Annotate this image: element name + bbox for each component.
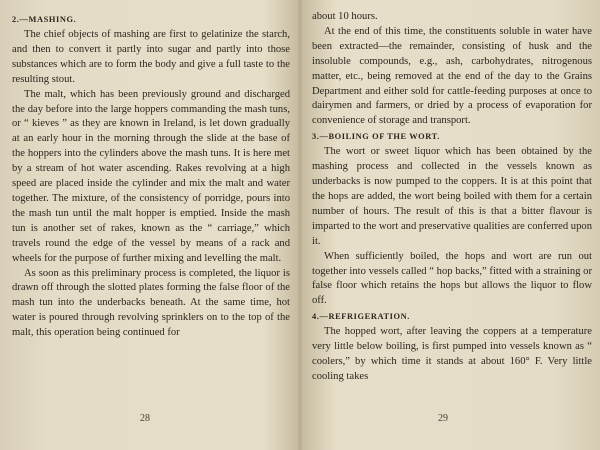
section-heading-boiling: 3.—BOILING OF THE WORT. — [312, 132, 440, 142]
page-number: 29 — [438, 413, 448, 424]
page-number: 28 — [140, 413, 150, 424]
paragraph-continuation: about 10 hours. — [312, 11, 378, 22]
paragraph: The wort or sweet liquor which has been obtained by the mashing process and collected in the vessels known as underbacks is now pumped to the coppers. It is at this point that the hops are added, the wort being boiled with them for a certain number of hours. The result of this is that a bitter flavour is imparted to the wort and preservative qualities are conferred upon it. — [312, 146, 592, 247]
section-heading-refrigeration: 4.—REFRIGERATION. — [312, 312, 410, 322]
right-page-text — [312, 10, 592, 385]
paragraph: When sufficiently boiled, the hops and wort are run out together into vessels called “ hop backs,” fitted with a straining or false floor which retains the hops but allows the liquor to flow off. — [312, 250, 592, 307]
left-page-text — [12, 13, 290, 341]
paragraph: The hopped wort, after leaving the coppers at a temperature very little below boiling, is first pumped into vessels known as “ coolers,” by which time it stands at about 160° F. Very little cooling takes — [312, 326, 592, 382]
section-heading-mashing: 2.—MASHING. — [12, 15, 77, 24]
paragraph: As soon as this preliminary process is completed, the liquor is drawn off through the slotted plates forming the false floor of the mash tun into the underbacks beneath. At the same time, hot water is poured through revolving sprinklers on to the top of the malt, this operation being continued for — [12, 267, 290, 339]
paragraph: The chief objects of mashing are first to gelatinize the starch, and then to convert it partly into sugar and partly into those substances which are to form the body and give a full taste to the resulting stout. — [12, 29, 290, 85]
paragraph: The malt, which has been previously ground and discharged the day before into the large hoppers commanding the mash tuns, or “ kieves ” as they are known in Ireland, is let down gradually at an early hour in the morning through the slide at the base of the hoppers into the cylinders above the mash tuns. It is here met by a stream of hot water ascending. Rakes revolving at a high speed are placed inside the cylinder and mix the malt and water together. The mixture, of the consistency of porridge, pours into the mash tun until the malt hopper is emptied. Inside the mash tun is another set of rakes, known as the “ carriage,” which travels round the edge of the vessel by means of a rack and wheels for the purpose of further mixing and levelling the malt. — [12, 88, 290, 264]
paragraph: At the end of this time, the constituents soluble in water have been extracted—the remainder, consisting of husk and the insoluble compounds, e.g., ash, carbohydrates, nitrogenous matter, etc., being removed at the end of the day to the Grains Department and either sold for cattle-feeding purposes at once to dairymen and farmers, or dried by a process of evaporation for convenience of storage and transport. — [312, 25, 592, 127]
right-page — [300, 0, 600, 450]
